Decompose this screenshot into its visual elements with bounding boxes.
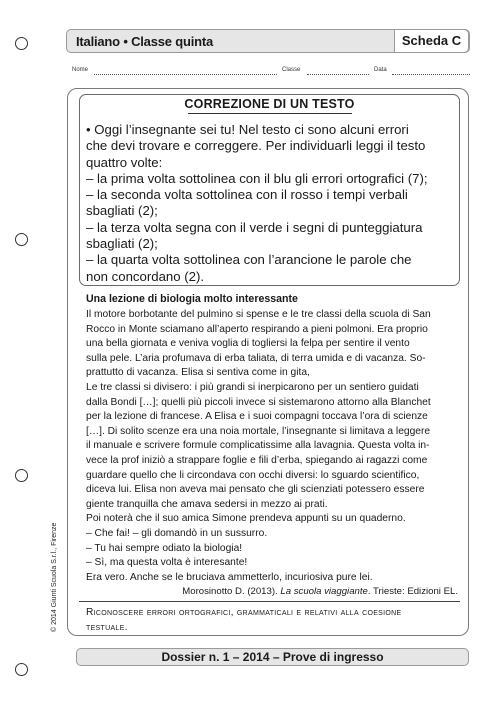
nome-field[interactable]: [94, 68, 277, 75]
story-line: giente tranquilla che amava sedersi in mezzo ai prati.: [86, 498, 328, 510]
instruction-line: • Oggi l’insegnante sei tu! Nel testo ci sono alcuni errori: [86, 122, 409, 137]
story-line: sulla pele. L’aria profumava di erba taliata, di terra umida e di vacanza. So-: [86, 352, 426, 364]
story-line: guardare quello che li circondava con occhi diversi: lo sguardo scientifico,: [86, 469, 420, 481]
story-line: prattutto di vacanza. Elisa si sentiva come in gita,: [86, 367, 310, 379]
learning-goal: [86, 606, 458, 635]
story-line: dalla Bondi […]; quelli più piccoli invece si sistemarono attorno alla Blanchet: [86, 396, 431, 408]
binder-hole-1: [15, 37, 28, 50]
story-line: il manuale e scrivere formule complicatissime alla lavagnia. Questa volta in-: [86, 440, 430, 452]
story-line: Rocco in Monte sciamano all’aperto respirando a pieni polmoni. Era proprio: [86, 323, 428, 335]
classe-label: Classe: [282, 67, 301, 73]
citation-title: La scuola viaggiante: [280, 586, 368, 597]
story-line: per la lezione di francese. A Elisa e i suoi compagni toccava l’ora di scienze: [86, 411, 428, 423]
student-info-row: [72, 67, 470, 79]
instruction-line: – la terza volta segna con il verde i segni di punteggiatura: [86, 219, 423, 235]
title-underline: [188, 113, 352, 114]
binder-hole-2: [15, 233, 28, 246]
story-line: – Che fai! – gli domandò in un sussurro.: [86, 527, 268, 539]
goal-divider: [79, 601, 460, 602]
instruction-line: non concordano (2).: [86, 268, 205, 284]
binder-hole-4: [15, 663, 28, 676]
binder-hole-3: [15, 469, 28, 482]
citation: [86, 586, 458, 597]
classe-field[interactable]: [307, 68, 369, 75]
instruction-line: sbagliati (2);: [86, 236, 158, 252]
data-label: Data: [374, 67, 387, 73]
story-line: Era vero. Anche se le bruciava ammetterlo, incuriosiva pure lei.: [86, 571, 373, 583]
instruction-line: quattro volte:: [86, 154, 163, 170]
instruction-line: che devi trovare e correggere. Per individuarli leggi il testo: [86, 138, 426, 154]
citation-publisher: . Trieste: Edizioni EL.: [367, 586, 458, 597]
story-line: – Tu hai sempre odiato la biologia!: [86, 542, 243, 554]
story-line: Poi noterà che il suo amica Simone prendeva appunti su un quaderno.: [86, 513, 406, 525]
instruction-line: – la prima volta sottolinea con il blu gli errori ortografici (7);: [86, 170, 428, 186]
story-text: [86, 308, 458, 585]
nome-label: Nome: [72, 67, 89, 73]
scheda-label: Scheda C: [394, 29, 469, 53]
instruction-line: – la seconda volta sottolinea con il rosso i tempi verbali: [86, 187, 408, 203]
instruction-line: sbagliati (2);: [86, 203, 158, 219]
exercise-title: CORREZIONE DI UN TESTO: [184, 97, 355, 111]
footer-bar: Dossier n. 1 – 2014 – Prove di ingresso: [76, 648, 469, 666]
story-line: Il motore borbotante del pulmino si spense e le tre classi della scuola di San: [86, 309, 431, 320]
story-line: diceva lui. Elisa non aveva mai pensato che gli scienziati potessero essere: [86, 484, 425, 496]
story-line: una bella giornata e veniva voglia di togliersi la felpa per sentire il vento: [86, 338, 410, 350]
citation-author: Morosinotto D. (2013).: [182, 586, 278, 597]
story-line: vece la prof iniziò a strappare foglie e fili d’erba, spiegando ai ragazzi come: [86, 454, 428, 466]
instructions-text: [86, 122, 456, 285]
story-line: […]. Di solito scenze era una noia mortale, l’insegnante si limitava a leggere: [86, 425, 431, 437]
instruction-line: – la quarta volta sottolinea con l’arancione le parole che: [86, 252, 412, 268]
goal-line: Riconoscere errori ortografici, grammaticali e relativi alla coesione: [86, 607, 402, 618]
header-bar: [66, 29, 470, 53]
goal-line: testuale.: [86, 621, 128, 633]
story-line: Le tre classi si divisero: i più grandi si inerpicarono per un sentiero guidati: [86, 381, 419, 393]
story-title: Una lezione di biologia molto interessante: [86, 293, 298, 305]
subject-title: Italiano • Classe quinta: [76, 34, 214, 49]
data-field[interactable]: [392, 68, 470, 75]
story-line: – Sì, ma questa volta è interesante!: [86, 557, 248, 569]
copyright-credit: © 2014 Giunti Scuola S.r.l., Firenze: [51, 522, 58, 632]
